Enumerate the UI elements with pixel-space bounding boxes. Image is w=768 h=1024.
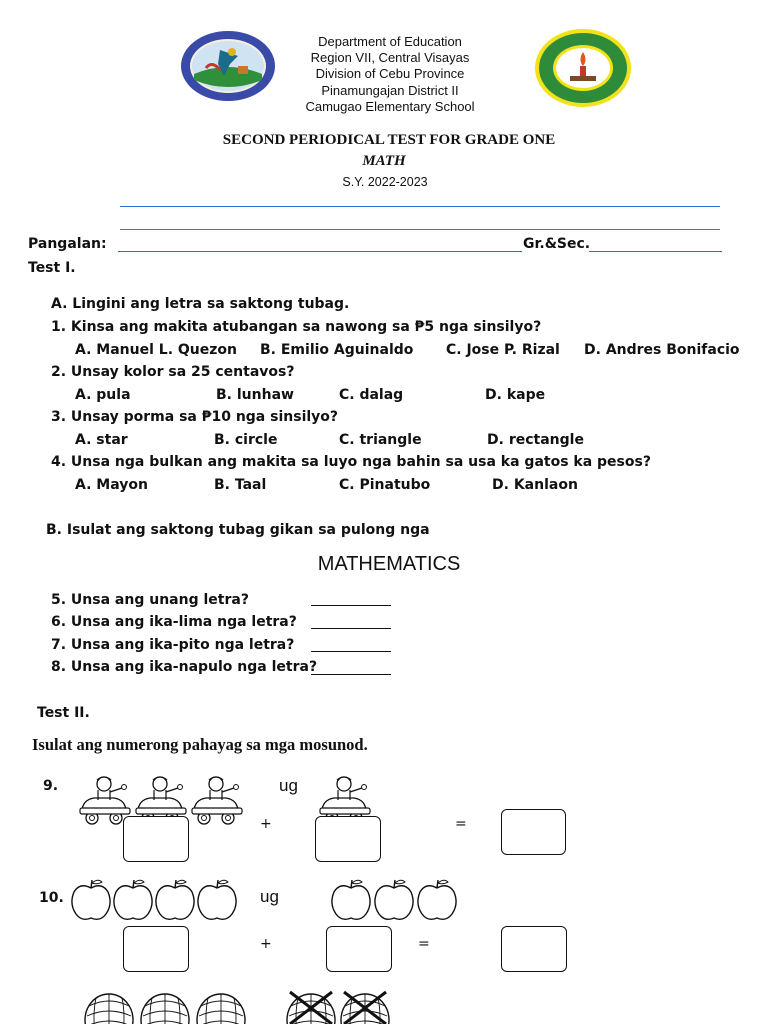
and-word-10: ug xyxy=(260,887,279,906)
choice-2c[interactable]: C. dalag xyxy=(339,387,404,403)
choice-4d[interactable]: D. Kanlaon xyxy=(492,477,578,493)
choice-3c[interactable]: C. triangle xyxy=(339,432,422,448)
answer-box-10b[interactable] xyxy=(326,926,392,972)
equals-sign-9: = xyxy=(455,816,467,832)
test2-label: Test II. xyxy=(37,705,90,721)
answer-box-9b[interactable] xyxy=(315,816,381,862)
test-title: SECOND PERIODICAL TEST FOR GRADE ONE xyxy=(222,132,556,148)
divider-blue-1 xyxy=(120,206,720,207)
question-7: 7. Unsa ang ika-pito nga letra? xyxy=(51,637,295,653)
choice-1d[interactable]: D. Andres Bonifacio xyxy=(584,342,740,358)
question-3: 3. Unsay porma sa ₱10 nga sinsilyo? xyxy=(51,409,339,425)
equals-sign-10: = xyxy=(418,936,430,952)
answer-box-9a[interactable] xyxy=(123,816,189,862)
answer-box-10c[interactable] xyxy=(501,926,567,972)
test1-label: Test I. xyxy=(28,260,76,276)
choice-1a[interactable]: A. Manuel L. Quezon xyxy=(75,342,237,358)
dept-name: Department of Education xyxy=(318,34,462,49)
test2-instruction: Isulat ang numerong pahayag sa mga mosunod. xyxy=(32,735,368,754)
school-year: S.Y. 2022-2023 xyxy=(342,175,428,189)
name-field[interactable] xyxy=(118,251,522,252)
item-9-number: 9. xyxy=(43,778,59,794)
answer-box-9c[interactable] xyxy=(501,809,566,855)
item-10-number: 10. xyxy=(39,890,64,906)
choice-1b[interactable]: B. Emilio Aguinaldo xyxy=(260,342,414,358)
choice-4b[interactable]: B. Taal xyxy=(214,477,267,493)
choice-2a[interactable]: A. pula xyxy=(75,387,131,403)
word-mathematics: MATHEMATICS xyxy=(317,553,461,575)
school-header xyxy=(280,34,500,115)
question-5: 5. Unsa ang unang letra? xyxy=(51,592,249,608)
division-seal xyxy=(180,30,276,102)
region-name: Region VII, Central Visayas xyxy=(310,50,470,66)
and-word-9: ug xyxy=(279,776,298,795)
answer-blank-7[interactable] xyxy=(311,651,391,652)
question-8: 8. Unsa ang ika-napulo nga letra? xyxy=(51,659,318,675)
choice-4c[interactable]: C. Pinatubo xyxy=(339,477,431,493)
name-label: Pangalan: xyxy=(28,236,107,252)
answer-blank-5[interactable] xyxy=(311,605,391,606)
choice-2b[interactable]: B. lunhaw xyxy=(216,387,294,403)
division-name: Division of Cebu Province xyxy=(315,66,465,82)
district-name: Pinamungajan District II xyxy=(321,82,459,98)
crossed-fruit-group xyxy=(284,988,396,1024)
divider-red xyxy=(120,229,720,230)
subject-title: MATH xyxy=(362,153,406,169)
apple-group-4 xyxy=(70,874,242,922)
question-2: 2. Unsay kolor sa 25 centavos? xyxy=(51,364,295,380)
apple-group-3 xyxy=(330,874,462,922)
choice-3b[interactable]: B. circle xyxy=(214,432,278,448)
answer-box-10a[interactable] xyxy=(123,926,189,972)
custard-apple-group xyxy=(84,988,254,1024)
grade-field[interactable] xyxy=(589,251,722,252)
choice-1c[interactable]: C. Jose P. Rizal xyxy=(446,342,560,358)
choice-4a[interactable]: A. Mayon xyxy=(75,477,148,493)
plus-sign-10: + xyxy=(260,936,272,952)
part-b-instruction: B. Isulat ang saktong tubag gikan sa pulong nga xyxy=(46,522,430,538)
plus-sign-9: + xyxy=(260,816,272,832)
choice-2d[interactable]: D. kape xyxy=(485,387,546,403)
question-1: 1. Kinsa ang makita atubangan sa nawong sa ₱5 nga sinsilyo? xyxy=(51,319,542,335)
choice-3d[interactable]: D. rectangle xyxy=(487,432,584,448)
choice-3a[interactable]: A. star xyxy=(75,432,128,448)
answer-blank-8[interactable] xyxy=(311,674,391,675)
question-4: 4. Unsa nga bulkan ang makita sa luyo nga bahin sa usa ka gatos ka pesos? xyxy=(51,454,651,470)
school-seal xyxy=(534,28,632,108)
grade-label: Gr.&Sec. xyxy=(523,236,591,252)
question-6: 6. Unsa ang ika-lima nga letra? xyxy=(51,614,297,630)
school-name: Camugao Elementary School xyxy=(305,98,475,114)
answer-blank-6[interactable] xyxy=(311,628,391,629)
part-a-instruction: A. Lingini ang letra sa saktong tubag. xyxy=(51,296,350,312)
